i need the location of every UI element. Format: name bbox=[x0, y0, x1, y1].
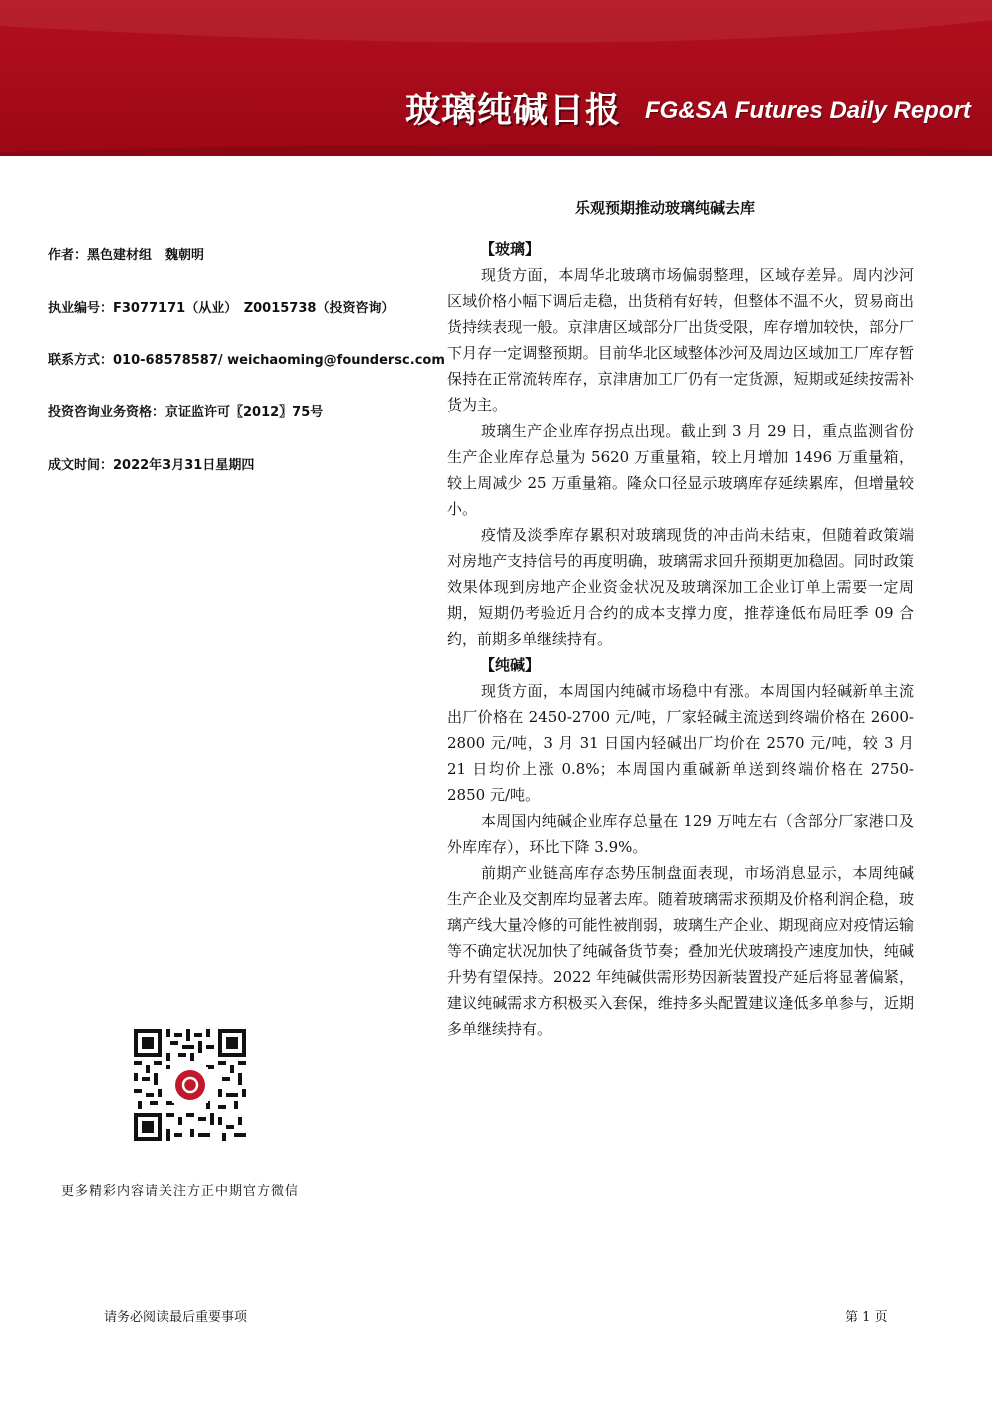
report-series-title-cn: 玻璃纯碱日报 bbox=[405, 91, 622, 131]
paragraph: 本周国内纯碱企业库存总量在 129 万吨左右（含部分厂家港口及外库库存），环比下降 3.9%。 bbox=[447, 812, 914, 856]
paragraph: 前期产业链高库存态势压制盘面表现，市场消息显示，本周纯碱生产企业及交割库均显著去库。随着玻璃需求预期及价格利润企稳，玻璃产线大量冷修的可能性被削弱，玻璃生产企业、期现商应对疫情运输等不确定状况加快了纯碱备货节奏；叠加光伏玻璃投产速度加快，纯碱升势有望保持。2022 年纯碱供需形势因新装置投产延后将显著偏紧，建议纯碱需求方积极买入套保，维持多头配置建议逢低多单参与，近期多单继续持有。 bbox=[447, 864, 914, 1038]
paragraph: 现货方面，本周华北玻璃市场偏弱整理，区域存差异。周内沙河区域价格小幅下调后走稳，出货稍有好转，但整体不温不火，贸易商出货持续表现一般。京津唐区域部分厂出货受限，库存增加较快，部分厂下月存一定调整预期。目前华北区域整体沙河及周边区域加工厂库存暂保持在正常流转库存，京津唐加工厂仍有一定货源，短期或延续按需补货为主。 bbox=[447, 266, 914, 414]
report-series-title-en: FG&SA Futures Daily Report bbox=[645, 97, 971, 124]
wechat-qr-code bbox=[134, 1029, 246, 1141]
license-info: 执业编号：F3077171（从业） Z0015738（投资咨询） bbox=[48, 301, 395, 316]
qr-caption: 更多精彩内容请关注方正中期官方微信 bbox=[61, 1184, 300, 1199]
paragraph: 现货方面，本周国内纯碱市场稳中有涨。本周国内轻碱新单主流出厂价格在 2450-2700 元/吨，厂家轻碱主流送到终端价格在 2600-2800 元/吨，3 月 31 日国内轻碱出厂均价在 2570 元/吨，较 3 月 21 日均价上涨 0.8%；本周国内重碱新单送到终端价格在 2750-2850 元/吨。 bbox=[447, 682, 914, 804]
section-heading-soda: 【纯碱】 bbox=[480, 656, 541, 674]
qualification-info: 投资咨询业务资格：京证监许可〖2012〗75号 bbox=[48, 405, 324, 420]
paragraph: 疫情及淡季库存累积对玻璃现货的冲击尚未结束，但随着政策端对房地产支持信号的再度明确，玻璃需求回升预期更加稳固。同时政策效果体现到房地产企业资金状况及玻璃深加工企业订单上需要一定周期，短期仍考验近月合约的成本支撑力度，推荐逢低布局旺季 09 合约，前期多单继续持有。 bbox=[447, 526, 914, 648]
report-body bbox=[447, 236, 914, 1042]
author-info: 作者：黑色建材组 魏朝明 bbox=[48, 248, 205, 263]
contact-info: 联系方式：010-68578587/ weichaoming@foundersc.com bbox=[48, 353, 445, 368]
footer-disclaimer: 请务必阅读最后重要事项 bbox=[104, 1310, 248, 1325]
report-title: 乐观预期推动玻璃纯碱去库 bbox=[575, 199, 756, 217]
report-date: 成文时间：2022年3月31日星期四 bbox=[48, 458, 255, 473]
page-number: 第 1 页 bbox=[845, 1310, 888, 1325]
paragraph: 玻璃生产企业库存拐点出现。截止到 3 月 29 日，重点监测省份生产企业库存总量为 5620 万重量箱，较上月增加 1496 万重量箱，较上周减少 25 万重量箱。隆众口径显示玻璃库存延续累库，但增量较小。 bbox=[447, 422, 914, 518]
section-heading-glass: 【玻璃】 bbox=[480, 240, 541, 258]
